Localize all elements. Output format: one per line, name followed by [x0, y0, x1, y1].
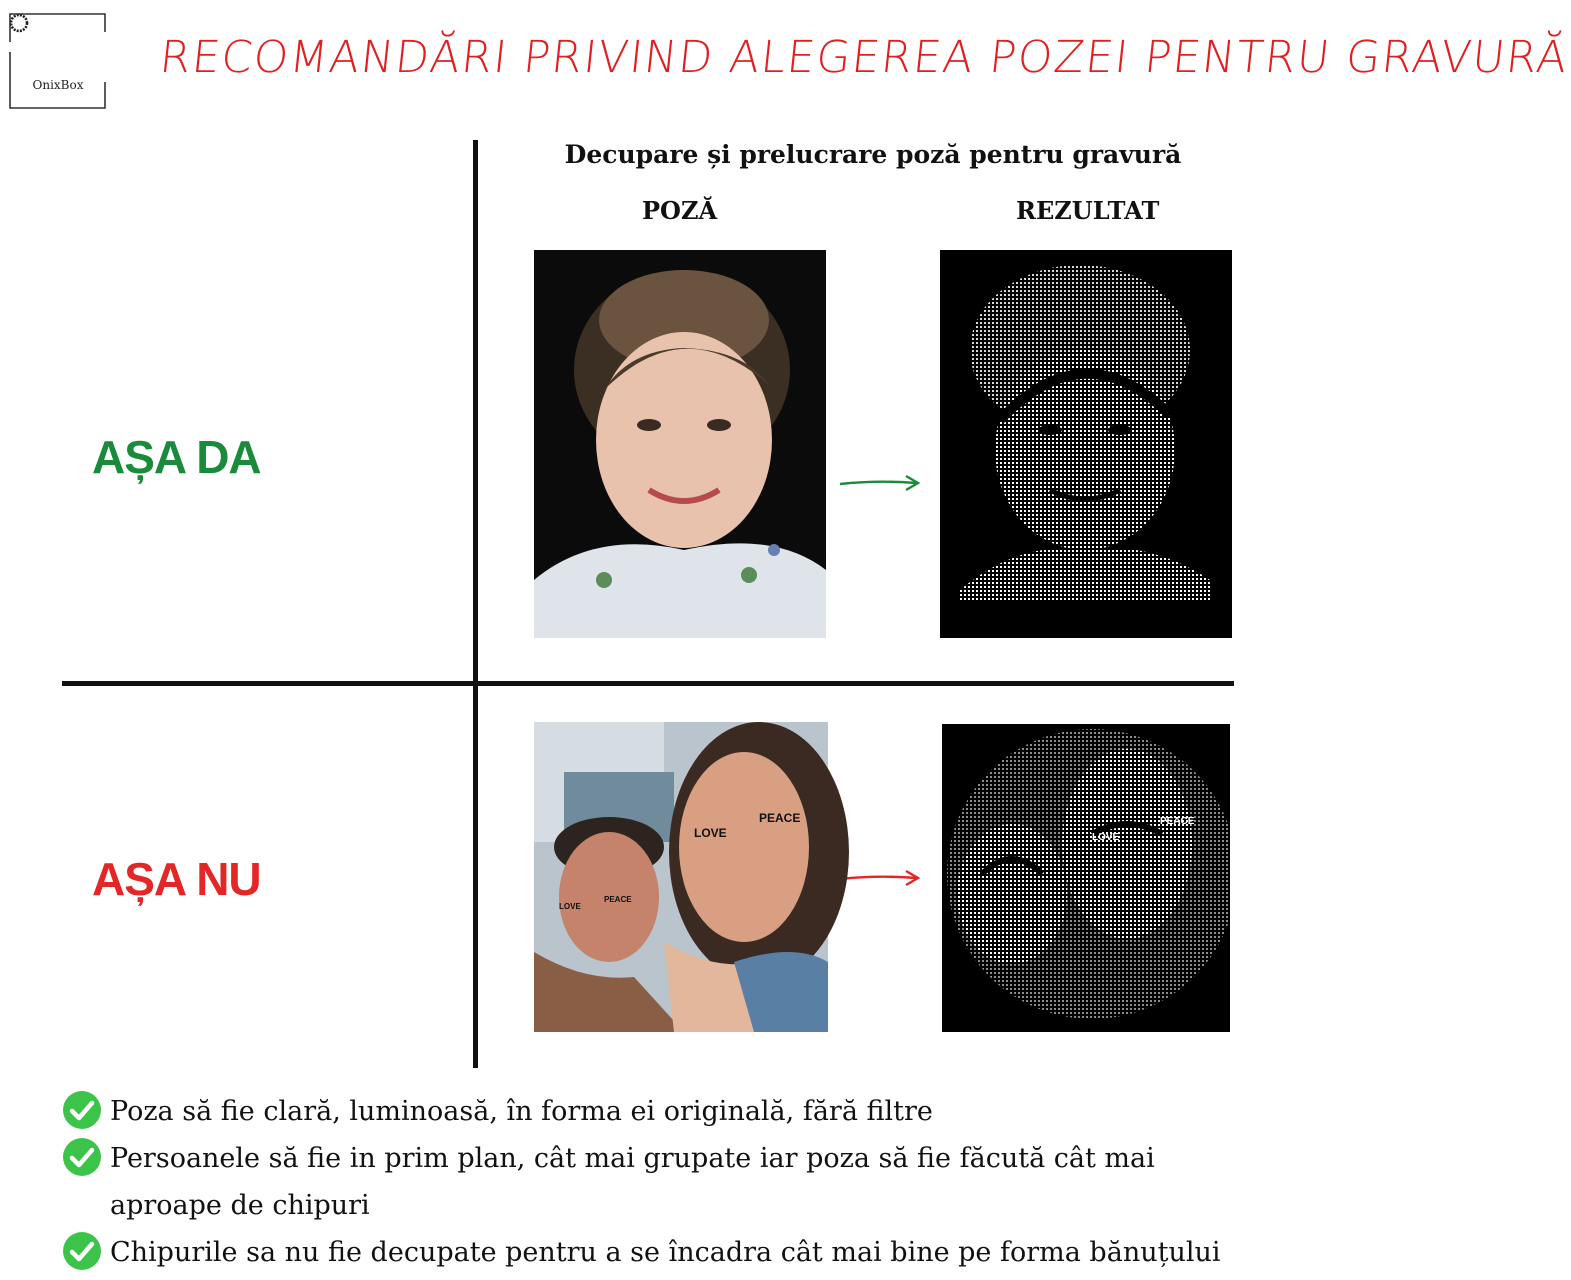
logo-text: OnixBox [32, 78, 84, 92]
arrow-right-icon [838, 868, 922, 888]
horizontal-divider [62, 681, 1234, 686]
check-circle-icon [62, 1090, 102, 1130]
list-item-text: Poza să fie clară, luminoasă, în forma ei originală, fără filtre [110, 1096, 933, 1127]
section-header: Decupare și prelucrare poză pentru gravură [564, 140, 1182, 169]
sticker-text: PEACE [1160, 816, 1195, 827]
row-label-yes: AȘA DA [92, 431, 261, 483]
sticker-text: LOVE [559, 902, 581, 911]
list-item [62, 1229, 1262, 1276]
arrow-right-icon [838, 473, 922, 493]
bad-result [942, 724, 1230, 1032]
page-title: RECOMANDĂRI PRIVIND ALEGEREA POZEI PENTRU GRAVURĂ [157, 32, 1571, 83]
vertical-divider [473, 140, 478, 1068]
column-header-photo: POZĂ [642, 196, 718, 225]
good-photo [534, 250, 826, 638]
sticker-text: PEACE [604, 895, 632, 904]
list-item-text: Persoanele să fie in prim plan, cât mai grupate iar poza să fie făcută cât mai aproape de chipuri [110, 1143, 1155, 1221]
good-result [940, 250, 1232, 638]
sticker-text: PEACE [759, 811, 801, 825]
sticker-text: LOVE [1092, 832, 1120, 843]
row-label-no: AȘA NU [92, 853, 261, 905]
list-item [62, 1135, 1262, 1229]
list-item-text: Chipurile sa nu fie decupate pentru a se încadra cât mai bine pe forma bănuțului [110, 1237, 1221, 1268]
column-header-result: REZULTAT [1016, 196, 1160, 225]
onixbox-logo [8, 12, 106, 110]
ring-icon [8, 12, 30, 34]
check-circle-icon [62, 1231, 102, 1271]
recommendations-list [62, 1088, 1262, 1276]
bad-photo [534, 722, 828, 1032]
list-item [62, 1088, 1262, 1135]
check-circle-icon [62, 1137, 102, 1177]
sticker-text: LOVE [694, 826, 727, 840]
